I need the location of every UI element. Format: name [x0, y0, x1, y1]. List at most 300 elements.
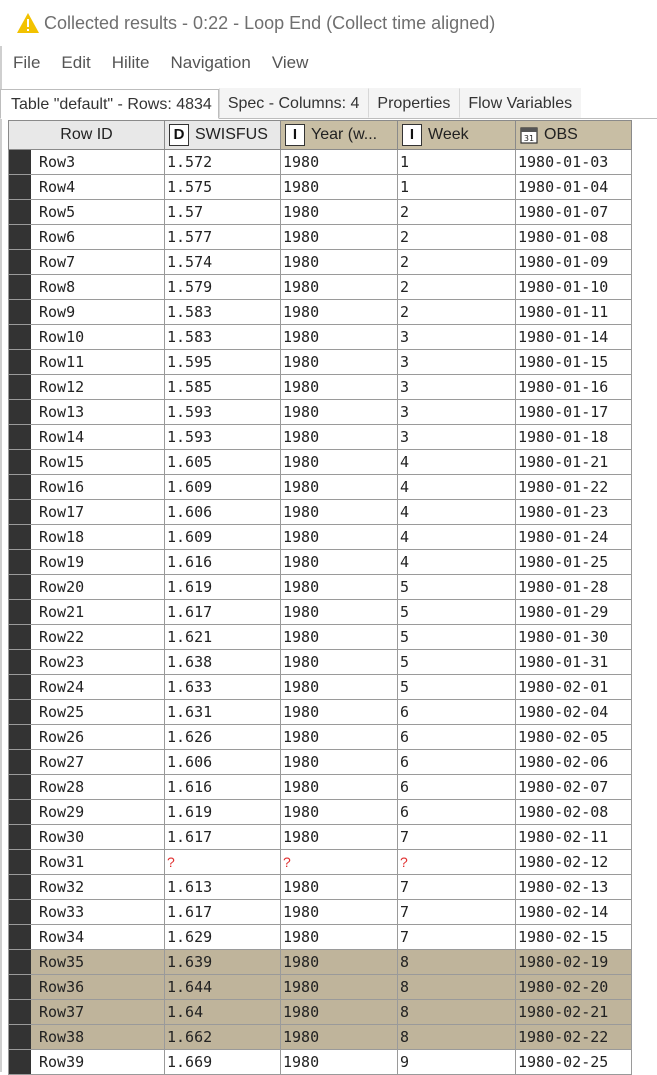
row-id-cell[interactable] — [8, 725, 164, 750]
year-cell[interactable] — [280, 575, 397, 600]
swisfus-cell[interactable] — [164, 325, 280, 350]
year-cell[interactable] — [280, 275, 397, 300]
year-cell[interactable] — [280, 650, 397, 675]
swisfus-cell[interactable] — [164, 675, 280, 700]
obs-cell[interactable] — [515, 450, 632, 475]
swisfus-cell[interactable] — [164, 275, 280, 300]
row-id-cell[interactable] — [8, 925, 164, 950]
cell-value: Row38 — [39, 1028, 85, 1046]
cell-value: 1.669 — [167, 1053, 213, 1071]
swisfus-cell[interactable] — [164, 800, 280, 825]
week-cell[interactable] — [397, 475, 515, 500]
cell-value: Row21 — [39, 603, 85, 621]
year-cell[interactable] — [280, 300, 397, 325]
swisfus-cell[interactable] — [164, 500, 280, 525]
week-cell[interactable] — [397, 625, 515, 650]
swisfus-cell[interactable] — [164, 525, 280, 550]
swisfus-cell[interactable] — [164, 550, 280, 575]
week-cell[interactable] — [397, 975, 515, 1000]
week-cell[interactable] — [397, 775, 515, 800]
swisfus-cell[interactable] — [164, 1025, 280, 1050]
swisfus-cell[interactable] — [164, 150, 280, 175]
table-row[interactable] — [8, 200, 632, 225]
obs-cell[interactable] — [515, 525, 632, 550]
year-cell[interactable] — [280, 525, 397, 550]
swisfus-cell[interactable] — [164, 200, 280, 225]
row-marker — [9, 950, 31, 974]
table-row[interactable] — [8, 725, 632, 750]
table-row[interactable] — [8, 275, 632, 300]
cell-value: 1.593 — [167, 428, 213, 446]
obs-cell[interactable] — [515, 725, 632, 750]
year-cell[interactable] — [280, 850, 397, 875]
week-cell[interactable] — [397, 1050, 515, 1075]
week-cell[interactable] — [397, 400, 515, 425]
row-id-cell[interactable] — [8, 425, 164, 450]
cell-value: 1.617 — [167, 903, 213, 921]
cell-value: Row19 — [39, 553, 85, 571]
week-cell[interactable] — [397, 750, 515, 775]
year-cell[interactable] — [280, 750, 397, 775]
cell-value: Row6 — [39, 228, 76, 246]
obs-cell[interactable] — [515, 850, 632, 875]
swisfus-cell[interactable] — [164, 625, 280, 650]
year-cell[interactable] — [280, 500, 397, 525]
table-row[interactable] — [8, 225, 632, 250]
week-cell[interactable] — [397, 550, 515, 575]
row-id-cell[interactable] — [8, 700, 164, 725]
row-id-cell[interactable] — [8, 475, 164, 500]
row-id-cell[interactable] — [8, 600, 164, 625]
menu-view[interactable]: View — [271, 53, 309, 72]
year-cell[interactable] — [280, 200, 397, 225]
obs-cell[interactable] — [515, 875, 632, 900]
column-header-obs[interactable] — [515, 120, 632, 150]
cell-value: 1980-01-30 — [518, 628, 609, 646]
week-cell[interactable] — [397, 850, 515, 875]
year-cell[interactable] — [280, 900, 397, 925]
column-header-week[interactable] — [397, 120, 515, 150]
cell-value: 1.617 — [167, 603, 213, 621]
swisfus-cell[interactable] — [164, 975, 280, 1000]
year-cell[interactable] — [280, 1050, 397, 1075]
row-id-cell[interactable] — [8, 250, 164, 275]
obs-cell[interactable] — [515, 500, 632, 525]
cell-value: Row9 — [39, 303, 76, 321]
tab-spec[interactable]: Spec - Columns: 4 — [219, 88, 369, 118]
obs-cell[interactable] — [515, 675, 632, 700]
obs-cell[interactable] — [515, 750, 632, 775]
year-cell[interactable] — [280, 725, 397, 750]
year-cell[interactable] — [280, 975, 397, 1000]
obs-cell[interactable] — [515, 1050, 632, 1075]
cell-value: 4 — [400, 528, 410, 546]
week-cell[interactable] — [397, 275, 515, 300]
row-id-cell[interactable] — [8, 375, 164, 400]
week-cell[interactable] — [397, 675, 515, 700]
year-cell[interactable] — [280, 625, 397, 650]
week-cell[interactable] — [397, 725, 515, 750]
obs-cell[interactable] — [515, 575, 632, 600]
year-cell[interactable] — [280, 950, 397, 975]
cell-value: 1.662 — [167, 1028, 213, 1046]
swisfus-cell[interactable] — [164, 475, 280, 500]
obs-cell[interactable] — [515, 400, 632, 425]
table-row[interactable] — [8, 825, 632, 850]
year-cell[interactable] — [280, 1025, 397, 1050]
week-cell[interactable] — [397, 650, 515, 675]
row-id-cell[interactable] — [8, 850, 164, 875]
cell-value: 1.609 — [167, 528, 213, 546]
table-row[interactable] — [8, 750, 632, 775]
table-row[interactable] — [8, 700, 632, 725]
cell-value: 1980-02-04 — [518, 703, 609, 721]
week-cell[interactable] — [397, 500, 515, 525]
swisfus-cell[interactable] — [164, 375, 280, 400]
obs-cell[interactable] — [515, 825, 632, 850]
swisfus-cell[interactable] — [164, 650, 280, 675]
table-row[interactable] — [8, 250, 632, 275]
week-cell[interactable] — [397, 875, 515, 900]
week-cell[interactable] — [397, 525, 515, 550]
row-id-cell[interactable] — [8, 275, 164, 300]
row-id-cell[interactable] — [8, 400, 164, 425]
menu-file[interactable]: File — [13, 53, 41, 72]
table-row[interactable] — [8, 775, 632, 800]
table-row[interactable] — [8, 350, 632, 375]
obs-cell[interactable] — [515, 275, 632, 300]
obs-cell[interactable] — [515, 550, 632, 575]
cell-value: 1980 — [283, 578, 320, 596]
column-header-year[interactable] — [280, 120, 397, 150]
row-id-cell[interactable] — [8, 550, 164, 575]
obs-cell[interactable] — [515, 475, 632, 500]
cell-value: Row28 — [39, 778, 85, 796]
swisfus-cell[interactable] — [164, 825, 280, 850]
table-row[interactable] — [8, 550, 632, 575]
week-cell[interactable] — [397, 250, 515, 275]
table-row[interactable] — [8, 975, 632, 1000]
column-header-label: SWISFUS — [195, 126, 268, 143]
row-id-cell[interactable] — [8, 825, 164, 850]
cell-value: 1980-01-21 — [518, 453, 609, 471]
week-cell[interactable] — [397, 925, 515, 950]
obs-cell[interactable] — [515, 700, 632, 725]
year-cell[interactable] — [280, 225, 397, 250]
year-cell[interactable] — [280, 700, 397, 725]
cell-value: 1980 — [283, 553, 320, 571]
cell-value: 5 — [400, 603, 410, 621]
week-cell[interactable] — [397, 1000, 515, 1025]
row-id-cell[interactable] — [8, 1050, 164, 1075]
tab-properties[interactable]: Properties — [368, 88, 459, 118]
menu-edit[interactable]: Edit — [61, 53, 91, 72]
swisfus-cell[interactable] — [164, 1000, 280, 1025]
year-cell[interactable] — [280, 425, 397, 450]
week-cell[interactable] — [397, 425, 515, 450]
cell-value: 1.619 — [167, 578, 213, 596]
obs-cell[interactable] — [515, 225, 632, 250]
row-id-cell[interactable] — [8, 300, 164, 325]
table-row[interactable] — [8, 950, 632, 975]
obs-cell[interactable] — [515, 1000, 632, 1025]
cell-value: ? — [400, 854, 408, 870]
obs-cell[interactable] — [515, 600, 632, 625]
week-cell[interactable] — [397, 700, 515, 725]
year-cell[interactable] — [280, 1000, 397, 1025]
year-cell[interactable] — [280, 325, 397, 350]
row-id-cell[interactable] — [8, 750, 164, 775]
week-cell[interactable] — [397, 350, 515, 375]
week-cell[interactable] — [397, 600, 515, 625]
table-row[interactable] — [8, 425, 632, 450]
obs-cell[interactable] — [515, 250, 632, 275]
swisfus-cell[interactable] — [164, 575, 280, 600]
week-cell[interactable] — [397, 575, 515, 600]
row-marker — [9, 800, 31, 824]
swisfus-cell[interactable] — [164, 425, 280, 450]
obs-cell[interactable] — [515, 975, 632, 1000]
swisfus-cell[interactable] — [164, 900, 280, 925]
row-id-cell[interactable] — [8, 325, 164, 350]
obs-cell[interactable] — [515, 175, 632, 200]
swisfus-cell[interactable] — [164, 400, 280, 425]
week-cell[interactable] — [397, 150, 515, 175]
swisfus-cell[interactable] — [164, 450, 280, 475]
swisfus-cell[interactable] — [164, 700, 280, 725]
table-row[interactable] — [8, 600, 632, 625]
cell-value: Row37 — [39, 1003, 85, 1021]
swisfus-cell[interactable] — [164, 925, 280, 950]
row-id-cell[interactable] — [8, 800, 164, 825]
row-id-cell[interactable] — [8, 200, 164, 225]
cell-value: 1980-02-25 — [518, 1053, 609, 1071]
cell-value: 1980 — [283, 203, 320, 221]
obs-cell[interactable] — [515, 375, 632, 400]
row-marker — [9, 450, 31, 474]
week-cell[interactable] — [397, 800, 515, 825]
row-id-cell[interactable] — [8, 950, 164, 975]
column-header-swisfus[interactable] — [164, 120, 280, 150]
table-row[interactable] — [8, 500, 632, 525]
window-title: Collected results - 0:22 - Loop End (Collect time aligned) — [44, 12, 496, 33]
table-row[interactable] — [8, 150, 632, 175]
cell-value: 1980 — [283, 353, 320, 371]
menu-bar — [0, 48, 657, 78]
cell-value: 1980 — [283, 228, 320, 246]
obs-cell[interactable] — [515, 775, 632, 800]
table-row[interactable] — [8, 375, 632, 400]
row-marker — [9, 425, 31, 449]
swisfus-cell[interactable] — [164, 775, 280, 800]
menu-hilite[interactable]: Hilite — [111, 53, 150, 72]
obs-cell[interactable] — [515, 800, 632, 825]
table-row[interactable] — [8, 925, 632, 950]
row-id-cell[interactable] — [8, 775, 164, 800]
swisfus-cell[interactable] — [164, 225, 280, 250]
cell-value: Row12 — [39, 378, 85, 396]
cell-value: 4 — [400, 503, 410, 521]
swisfus-cell[interactable] — [164, 750, 280, 775]
swisfus-cell[interactable] — [164, 350, 280, 375]
cell-value: 1.605 — [167, 453, 213, 471]
row-marker — [9, 350, 31, 374]
week-cell[interactable] — [397, 200, 515, 225]
week-cell[interactable] — [397, 950, 515, 975]
cell-value: Row13 — [39, 403, 85, 421]
swisfus-cell[interactable] — [164, 725, 280, 750]
year-cell[interactable] — [280, 175, 397, 200]
cell-value: Row30 — [39, 828, 85, 846]
week-cell[interactable] — [397, 900, 515, 925]
year-cell[interactable] — [280, 375, 397, 400]
cell-value: 1980 — [283, 703, 320, 721]
week-cell[interactable] — [397, 300, 515, 325]
table-row[interactable] — [8, 325, 632, 350]
cell-value: 1980 — [283, 778, 320, 796]
year-cell[interactable] — [280, 250, 397, 275]
cell-value: 1980 — [283, 428, 320, 446]
week-cell[interactable] — [397, 225, 515, 250]
swisfus-cell[interactable] — [164, 300, 280, 325]
row-id-cell[interactable] — [8, 150, 164, 175]
table-row[interactable] — [8, 525, 632, 550]
swisfus-cell[interactable] — [164, 1050, 280, 1075]
year-cell[interactable] — [280, 800, 397, 825]
cell-value: 1980-01-16 — [518, 378, 609, 396]
year-cell[interactable] — [280, 925, 397, 950]
cell-value: Row35 — [39, 953, 85, 971]
year-cell[interactable] — [280, 350, 397, 375]
menu-navigation[interactable]: Navigation — [170, 53, 251, 72]
row-id-cell[interactable] — [8, 650, 164, 675]
row-id-cell[interactable] — [8, 875, 164, 900]
obs-cell[interactable] — [515, 950, 632, 975]
table-row[interactable] — [8, 1025, 632, 1050]
swisfus-cell[interactable] — [164, 250, 280, 275]
row-id-cell[interactable] — [8, 625, 164, 650]
obs-cell[interactable] — [515, 650, 632, 675]
obs-cell[interactable] — [515, 1025, 632, 1050]
week-cell[interactable] — [397, 1025, 515, 1050]
column-header-row-id[interactable] — [8, 120, 164, 150]
table-row[interactable] — [8, 800, 632, 825]
cell-value: 1980-02-08 — [518, 803, 609, 821]
obs-cell[interactable] — [515, 425, 632, 450]
year-cell[interactable] — [280, 550, 397, 575]
year-cell[interactable] — [280, 400, 397, 425]
table-row[interactable] — [8, 1050, 632, 1075]
year-cell[interactable] — [280, 825, 397, 850]
column-header-label: Week — [428, 126, 469, 143]
year-cell[interactable] — [280, 675, 397, 700]
cell-value: 1.609 — [167, 478, 213, 496]
row-id-cell[interactable] — [8, 975, 164, 1000]
cell-value: 1.606 — [167, 753, 213, 771]
table-row[interactable] — [8, 575, 632, 600]
swisfus-cell[interactable] — [164, 175, 280, 200]
year-cell[interactable] — [280, 875, 397, 900]
cell-value: 1980 — [283, 603, 320, 621]
table-row[interactable] — [8, 625, 632, 650]
row-marker — [9, 1025, 31, 1049]
table-row[interactable] — [8, 875, 632, 900]
cell-value: 1980 — [283, 328, 320, 346]
cell-value: 1980 — [283, 453, 320, 471]
cell-value: 1.57 — [167, 203, 204, 221]
obs-cell[interactable] — [515, 300, 632, 325]
table-row[interactable] — [8, 300, 632, 325]
tab-table-default[interactable]: Table "default" - Rows: 4834 — [0, 89, 219, 119]
table-row[interactable] — [8, 675, 632, 700]
week-cell[interactable] — [397, 325, 515, 350]
swisfus-cell[interactable] — [164, 875, 280, 900]
row-id-cell[interactable] — [8, 450, 164, 475]
row-id-cell[interactable] — [8, 500, 164, 525]
obs-cell[interactable] — [515, 150, 632, 175]
cell-value: Row29 — [39, 803, 85, 821]
cell-value: 2 — [400, 303, 410, 321]
year-cell[interactable] — [280, 150, 397, 175]
obs-cell[interactable] — [515, 325, 632, 350]
table-row[interactable] — [8, 450, 632, 475]
year-cell[interactable] — [280, 775, 397, 800]
cell-value: 8 — [400, 1003, 410, 1021]
row-id-cell[interactable] — [8, 225, 164, 250]
row-id-cell[interactable] — [8, 675, 164, 700]
row-id-cell[interactable] — [8, 525, 164, 550]
obs-cell[interactable] — [515, 925, 632, 950]
row-id-cell[interactable] — [8, 350, 164, 375]
table-row[interactable] — [8, 850, 632, 875]
obs-cell[interactable] — [515, 200, 632, 225]
table-row[interactable] — [8, 400, 632, 425]
week-cell[interactable] — [397, 450, 515, 475]
row-marker — [9, 700, 31, 724]
row-marker — [9, 300, 31, 324]
row-id-cell[interactable] — [8, 1025, 164, 1050]
cell-value: Row14 — [39, 428, 85, 446]
row-id-cell[interactable] — [8, 175, 164, 200]
cell-value: 5 — [400, 678, 410, 696]
swisfus-cell[interactable] — [164, 950, 280, 975]
table-row[interactable] — [8, 175, 632, 200]
table-row[interactable] — [8, 650, 632, 675]
obs-cell[interactable] — [515, 625, 632, 650]
week-cell[interactable] — [397, 375, 515, 400]
table-row[interactable] — [8, 475, 632, 500]
year-cell[interactable] — [280, 600, 397, 625]
double-type-icon: D — [169, 124, 189, 146]
row-id-cell[interactable] — [8, 900, 164, 925]
week-cell[interactable] — [397, 175, 515, 200]
table-row[interactable] — [8, 900, 632, 925]
year-cell[interactable] — [280, 475, 397, 500]
cell-value: 5 — [400, 628, 410, 646]
swisfus-cell[interactable] — [164, 600, 280, 625]
cell-value: Row7 — [39, 253, 76, 271]
swisfus-cell[interactable] — [164, 850, 280, 875]
year-cell[interactable] — [280, 450, 397, 475]
cell-value: 1.64 — [167, 1003, 204, 1021]
obs-cell[interactable] — [515, 350, 632, 375]
table-row[interactable] — [8, 1000, 632, 1025]
week-cell[interactable] — [397, 825, 515, 850]
row-id-cell[interactable] — [8, 1000, 164, 1025]
obs-cell[interactable] — [515, 900, 632, 925]
tab-flow-variables[interactable]: Flow Variables — [459, 88, 581, 118]
row-id-cell[interactable] — [8, 575, 164, 600]
